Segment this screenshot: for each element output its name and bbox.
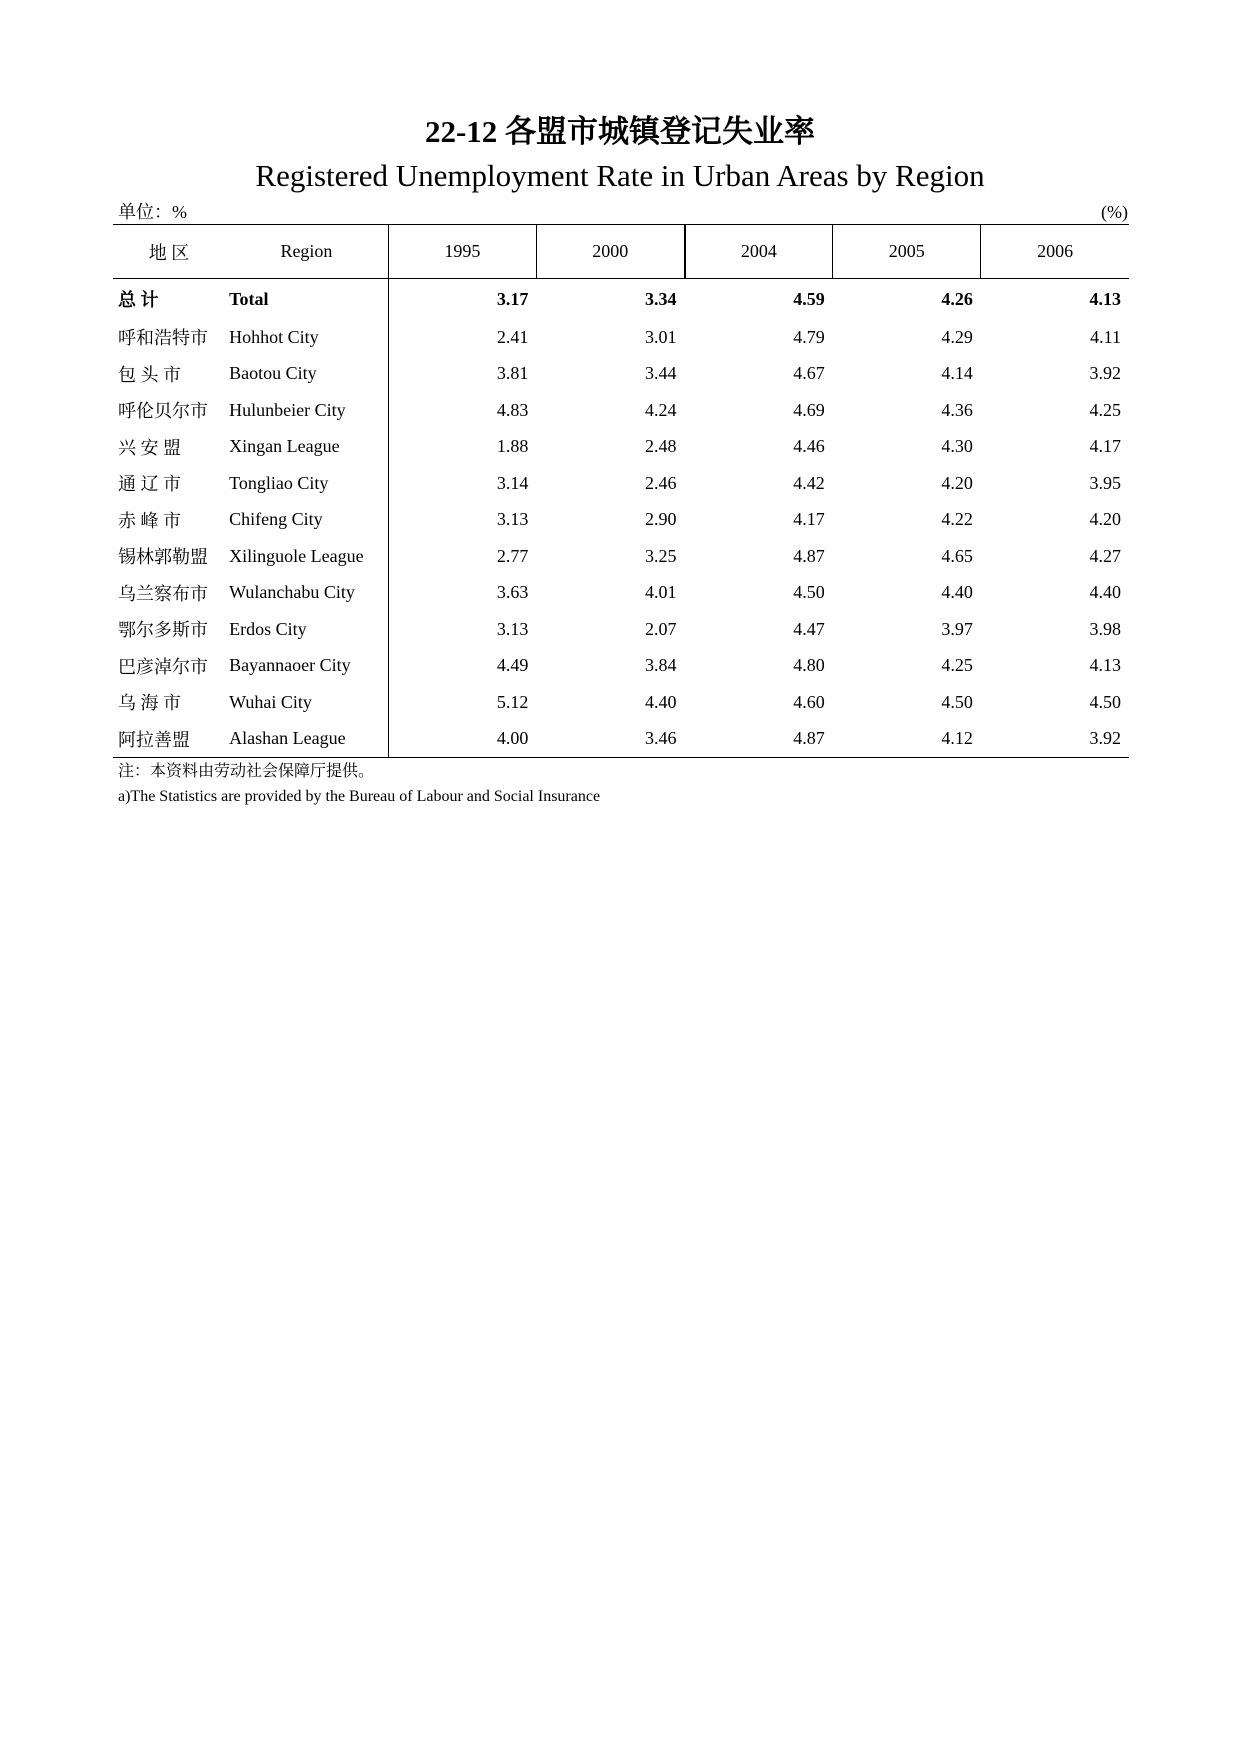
- region-name-cn: 乌兰察布市: [118, 583, 208, 604]
- rate-cell-2004: 4.47: [793, 618, 825, 639]
- region-name-cn: 总 计: [118, 290, 159, 310]
- rate-cell-2000: 3.25: [645, 545, 677, 566]
- rate-cell-2004: 4.42: [793, 472, 825, 493]
- header-region-cn: 地 区: [113, 225, 225, 279]
- rate-cell-2004: 4.80: [793, 655, 825, 676]
- rate-cell-2005: 4.50: [941, 691, 973, 712]
- table-row: [113, 575, 1129, 612]
- rate-cell-1995: 2.77: [388, 538, 536, 575]
- table-row: [113, 465, 1129, 502]
- region-name-en: Tongliao City: [229, 472, 329, 493]
- table-row: [113, 429, 1129, 466]
- rate-cell-2005: 3.97: [941, 618, 973, 639]
- rate-cell-1995: 3.14: [388, 465, 536, 502]
- unit-label-en: (%): [1101, 202, 1128, 222]
- region-name-cn: 乌 海 市: [118, 693, 181, 714]
- rate-cell-2006: 3.95: [1089, 472, 1121, 493]
- rate-cell-2000: 2.46: [645, 472, 677, 493]
- unemployment-table: [113, 224, 1129, 758]
- header-year-1995: 1995: [388, 225, 536, 279]
- footnote-cn: 注：本资料由劳动社会保障厅提供。: [118, 763, 375, 780]
- rate-cell-1995: 4.49: [388, 648, 536, 685]
- rate-cell-2000: 3.34: [645, 288, 677, 309]
- rate-cell-2000: 2.90: [645, 509, 677, 530]
- page-title-en: Registered Unemployment Rate in Urban Areas by Region: [255, 158, 985, 193]
- rate-cell-2005: 4.25: [941, 655, 973, 676]
- table-row: [113, 392, 1129, 429]
- table-row: [113, 648, 1129, 685]
- rate-cell-2005: 4.30: [941, 436, 973, 457]
- header-year-2006: 2006: [981, 225, 1129, 279]
- rate-cell-2006: 3.98: [1089, 618, 1121, 639]
- rate-cell-2004: 4.17: [793, 509, 825, 530]
- rate-cell-2005: 4.12: [833, 721, 981, 758]
- region-name-cn: 呼和浩特市: [118, 328, 208, 349]
- footnote-en: a)The Statistics are provided by the Bureau of Labour and Social Insurance: [118, 788, 601, 805]
- region-name-en: Hohhot City: [229, 326, 319, 347]
- header-region-en: Region: [225, 225, 388, 279]
- rate-cell-1995: 3.81: [388, 356, 536, 393]
- rate-cell-2006: 4.27: [1089, 545, 1121, 566]
- region-name-cn: 兴 安 盟: [118, 437, 181, 458]
- rate-cell-1995: 4.83: [388, 392, 536, 429]
- rate-cell-2005: 4.22: [941, 509, 973, 530]
- rate-cell-1995: 2.41: [388, 319, 536, 356]
- rate-cell-2000: 4.01: [645, 582, 677, 603]
- table-row: [113, 502, 1129, 539]
- rate-cell-2000: 2.07: [645, 618, 677, 639]
- rate-cell-2004: 4.46: [793, 436, 825, 457]
- rate-cell-2004: 4.87: [793, 545, 825, 566]
- header-year-2000: 2000: [536, 225, 684, 279]
- rate-cell-1995: 4.00: [388, 721, 536, 758]
- rate-cell-2004: 4.60: [793, 691, 825, 712]
- rate-cell-1995: 3.17: [388, 279, 536, 320]
- rate-cell-1995: 1.88: [388, 429, 536, 466]
- rate-cell-2000: 4.24: [645, 399, 677, 420]
- rate-cell-2006: 4.50: [1089, 691, 1121, 712]
- rate-cell-2004: 4.87: [685, 721, 833, 758]
- rate-cell-2000: 3.44: [645, 363, 677, 384]
- rate-cell-2006: 4.40: [1089, 582, 1121, 603]
- rate-cell-2006: 4.11: [1090, 326, 1121, 347]
- region-name-en: Wulanchabu City: [229, 582, 355, 603]
- region-name-en: Hulunbeier City: [229, 399, 346, 420]
- rate-cell-2006: 4.17: [1089, 436, 1121, 457]
- region-name-en: Total: [229, 288, 269, 309]
- region-name-en: Xilinguole League: [229, 545, 364, 566]
- region-name-cn: 阿拉善盟: [113, 721, 225, 758]
- region-name-cn: 鄂尔多斯市: [118, 620, 208, 641]
- region-name-en: Chifeng City: [229, 509, 323, 530]
- rate-cell-2006: 4.13: [1089, 288, 1121, 309]
- region-name-cn: 赤 峰 市: [118, 510, 181, 531]
- region-name-en: Alashan League: [225, 721, 388, 758]
- rate-cell-2005: 4.36: [941, 399, 973, 420]
- rate-cell-2000: 3.46: [536, 721, 684, 758]
- region-name-en: Bayannaoer City: [229, 655, 351, 676]
- page-title-cn: 22-12 各盟市城镇登记失业率: [424, 114, 816, 149]
- rate-cell-1995: 3.13: [388, 611, 536, 648]
- rate-cell-1995: 3.13: [388, 502, 536, 539]
- region-name-cn: 锡林郭勒盟: [118, 547, 208, 568]
- rate-cell-2000: 4.40: [645, 691, 677, 712]
- rate-cell-2005: 4.29: [941, 326, 973, 347]
- rate-cell-2006: 4.25: [1089, 399, 1121, 420]
- table-row: [113, 611, 1129, 648]
- table-row: [113, 538, 1129, 575]
- table-row: [113, 356, 1129, 393]
- rate-cell-2006: 4.13: [1089, 655, 1121, 676]
- rate-cell-2005: 4.14: [941, 363, 973, 384]
- rate-cell-2004: 4.59: [793, 288, 825, 309]
- region-name-en: Wuhai City: [229, 691, 312, 712]
- rate-cell-2006: 3.92: [1089, 363, 1121, 384]
- rate-cell-2005: 4.65: [941, 545, 973, 566]
- rate-cell-1995: 5.12: [388, 684, 536, 721]
- table-header-row: [113, 225, 1129, 279]
- rate-cell-2004: 4.69: [793, 399, 825, 420]
- header-year-2005: 2005: [833, 225, 981, 279]
- rate-cell-2000: 3.84: [645, 655, 677, 676]
- region-name-en: Xingan League: [229, 436, 340, 457]
- unit-label-cn: 单位：%: [118, 202, 187, 222]
- region-name-cn: 巴彦淖尔市: [118, 656, 208, 677]
- table-row: [113, 684, 1129, 721]
- rate-cell-2004: 4.50: [793, 582, 825, 603]
- rate-cell-2005: 4.26: [941, 288, 973, 309]
- rate-cell-2000: 3.01: [645, 326, 677, 347]
- rate-cell-2000: 2.48: [645, 436, 677, 457]
- region-name-cn: 通 辽 市: [118, 474, 181, 495]
- rate-cell-2005: 4.40: [941, 582, 973, 603]
- rate-cell-2004: 4.79: [793, 326, 825, 347]
- region-name-cn: 呼伦贝尔市: [118, 401, 208, 422]
- region-name-cn: 包 头 市: [118, 364, 181, 385]
- table-row-total: [113, 279, 1129, 320]
- table-row: [113, 319, 1129, 356]
- rate-cell-2004: 4.67: [793, 363, 825, 384]
- header-year-2004: 2004: [685, 225, 833, 279]
- rate-cell-2005: 4.20: [941, 472, 973, 493]
- region-name-en: Baotou City: [229, 363, 317, 384]
- rate-cell-1995: 3.63: [388, 575, 536, 612]
- table-row: [113, 721, 1129, 758]
- region-name-en: Erdos City: [229, 618, 307, 639]
- rate-cell-2006: 3.92: [981, 721, 1129, 758]
- rate-cell-2006: 4.20: [1089, 509, 1121, 530]
